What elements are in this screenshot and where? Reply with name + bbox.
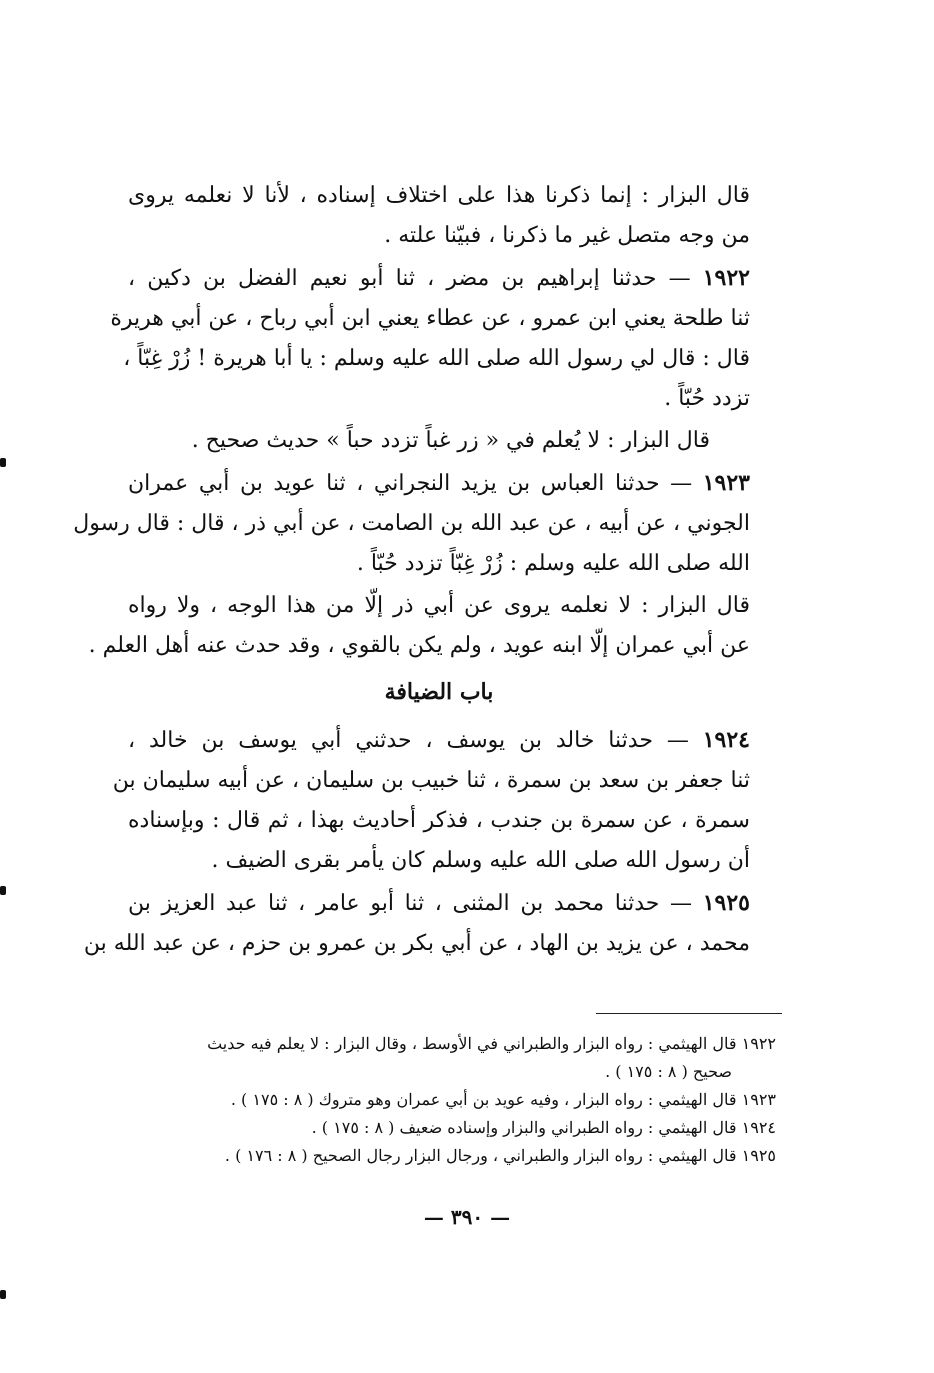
page-number: — ٣٩٠ — xyxy=(423,1205,511,1229)
page-body xyxy=(73,176,750,966)
hadith-1924 xyxy=(112,720,750,881)
footnote-text: قال الهيثمي : رواه البزار والطبراني ، ورجال البزار رجال الصحيح ( ٨ : ١٧٦ ) . xyxy=(224,1146,737,1165)
text-span: — حدثنا إبراهيم بن مضر ، ثنا أبو نعيم الفضل بن دكين ، xyxy=(128,266,691,291)
text-line: قال البزار : لا نعلمه يروى عن أبي ذر إلّا من هذا الوجه ، ولا رواه xyxy=(128,593,750,618)
text-line: ثنا جعفر بن سعد بن سمرة ، ثنا خبيب بن سليمان ، عن أبيه سليمان بن xyxy=(112,768,750,793)
text-line: سمرة ، عن سمرة بن جندب ، فذكر أحاديث بهذا ، ثم قال : وبإسناده xyxy=(128,808,750,833)
footnote xyxy=(126,1086,776,1114)
text-span: — حدثنا خالد بن يوسف ، حدثني أبي يوسف بن خالد ، xyxy=(128,728,689,753)
text-line xyxy=(128,463,750,504)
text-line: الجوني ، عن أبيه ، عن عبد الله بن الصامت ، عن أبي ذر ، قال : قال رسول xyxy=(73,511,750,536)
commentary-paragraph xyxy=(128,421,750,461)
scan-edge-mark xyxy=(0,886,6,895)
text-line: قال البزار : لا يُعلم في « زر غباً تزدد حباً » حديث صحيح . xyxy=(191,428,710,453)
text-line: عن أبي عمران إلّا ابنه عويد ، ولم يكن بالقوي ، وقد حدث عنه أهل العلم . xyxy=(88,633,750,658)
text-span: — حدثنا العباس بن يزيد النجراني ، ثنا عويد بن أبي عمران xyxy=(128,471,693,496)
commentary-paragraph xyxy=(88,586,750,666)
footnote-number: ١٩٢٢ xyxy=(741,1034,776,1053)
footnote xyxy=(126,1114,776,1142)
footnote xyxy=(126,1142,776,1170)
text-line xyxy=(128,883,750,924)
footnote-continuation: صحيح ( ٨ : ١٧٥ ) . xyxy=(605,1062,732,1081)
commentary-paragraph xyxy=(128,176,750,256)
hadith-1925 xyxy=(83,883,750,964)
scan-edge-mark xyxy=(0,1290,6,1299)
text-line: محمد ، عن يزيد بن الهاد ، عن أبي بكر بن عمرو بن حزم ، عن عبد الله بن xyxy=(83,931,750,956)
footnote-text: قال الهيثمي : رواه البزار ، وفيه عويد بن أبي عمران وهو متروك ( ٨ : ١٧٥ ) . xyxy=(230,1090,737,1109)
text-line: أن رسول الله صلى الله عليه وسلم كان يأمر بقرى الضيف . xyxy=(211,848,750,873)
footnote-text: قال الهيثمي : رواه البزار والطبراني في الأوسط ، وقال البزار : لا يعلم فيه حديث xyxy=(207,1034,737,1053)
hadith-number: ١٩٢٣ xyxy=(702,470,750,496)
text-line: من وجه متصل غير ما ذكرنا ، فبيّنا علته . xyxy=(384,223,750,248)
footnote-number: ١٩٢٤ xyxy=(741,1118,776,1137)
text-line: تزدد حُبّاً . xyxy=(664,386,750,411)
text-span: — حدثنا محمد بن المثنى ، ثنا أبو عامر ، ثنا عبد العزيز بن xyxy=(128,891,693,916)
section-heading: باب الضيافة xyxy=(384,679,494,705)
text-line: قال البزار : إنما ذكرنا هذا على اختلاف إسناده ، لأنا لا نعلمه يروى xyxy=(128,183,750,208)
footnote-number: ١٩٢٥ xyxy=(741,1146,776,1165)
hadith-1923 xyxy=(73,463,750,584)
footnote-separator xyxy=(596,1013,782,1014)
footnote xyxy=(126,1030,776,1058)
text-line xyxy=(128,720,750,761)
hadith-1922 xyxy=(110,258,750,419)
footnotes xyxy=(126,1030,776,1170)
footnote-text: قال الهيثمي : رواه الطبراني والبزار وإسناده ضعيف ( ٨ : ١٧٥ ) . xyxy=(311,1118,737,1137)
hadith-number: ١٩٢٤ xyxy=(702,727,750,753)
hadith-number: ١٩٢٢ xyxy=(702,265,750,291)
hadith-number: ١٩٢٥ xyxy=(702,890,750,916)
text-line: قال : قال لي رسول الله صلى الله عليه وسلم : يا أبا هريرة ! زُرْ غِبّاً ، xyxy=(123,346,750,371)
text-line: الله صلى الله عليه وسلم : زُرْ غِبّاً تزدد حُبّاً . xyxy=(356,551,750,576)
text-line: ثنا طلحة يعني ابن عمرو ، عن عطاء يعني ابن أبي رباح ، عن أبي هريرة xyxy=(110,306,750,331)
text-line xyxy=(128,258,750,299)
scan-edge-mark xyxy=(0,458,6,467)
footnote-number: ١٩٢٣ xyxy=(741,1090,776,1109)
